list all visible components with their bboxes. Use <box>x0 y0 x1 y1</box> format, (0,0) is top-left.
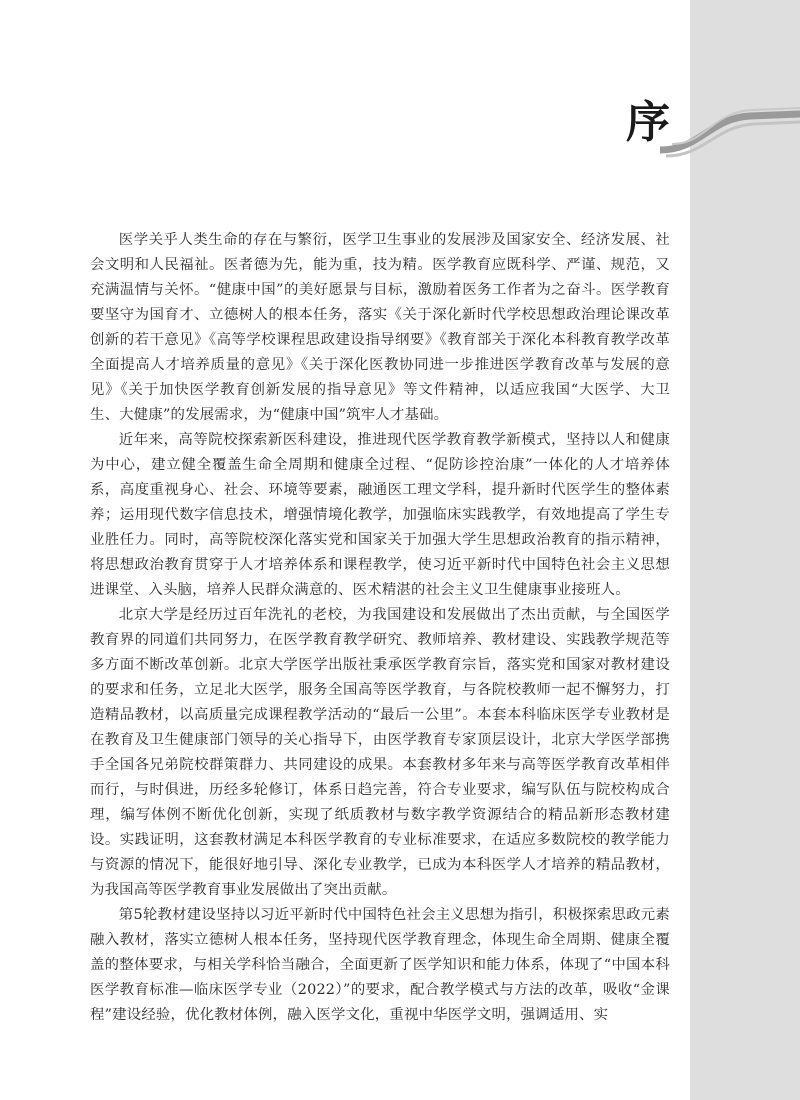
page-title: 序 <box>626 97 672 148</box>
paragraph: 医学关乎人类生命的存在与繁衍，医学卫生事业的发展涉及国家安全、经济发展、社会文明和人民福祉。医者德为先，能为重，技为精。医学教育应既科学、严谨、规范，又充满温情与关怀。“健康中国”的美好愿景与目标，激励着医务工作者为之奋斗。医学教育要坚守为国育才、立德树人的根本任务，落实《关于深化新时代学校思想政治理论课改革创新的若干意见》《高等学校课程思政建设指导纲要》《教育部关于深化本科教育教学改革全面提高人才培养质量的意见》《关于深化医教协同进一步推进医学教育改革与发展的意见》《关于加快医学教育创新发展的指导意见》等文件精神，以适应我国“大医学、大卫生、大健康”的发展需求，为“健康中国”筑牢人才基础。 <box>90 232 670 423</box>
preface-body <box>90 228 670 1028</box>
paragraph: 近年来，高等院校探索新医科建设，推进现代医学教育教学新模式，坚持以人和健康为中心，建立健全覆盖生命全周期和健康全过程、“促防诊控治康”一体化的人才培养体系，高度重视身心、社会、环境等要素，融通医工理文学科，提升新时代医学生的整体素养；运用现代数字信息技术，增强情境化教学，加强临床实践教学，有效地提高了学生专业胜任力。同时，高等院校深化落实党和国家关于加强大学生思想政治教育的指示精神，将思想政治教育贯穿于人才培养体系和课程教学，使习近平新时代中国特色社会主义思想进课堂、入头脑，培养人民群众满意的、医术精湛的社会主义卫生健康事业接班人。 <box>90 432 670 598</box>
paragraph: 第5轮教材建设坚持以习近平新时代中国特色社会主义思想为指引，积极探索思政元素融入教材，落实立德树人根本任务，坚持现代医学教育理念，体现生命全周期、健康全覆盖的整体要求，与相关学科恰当融合，全面更新了医学知识和能力体系，体现了“中国本科医学教育标准—临床医学专业（2022）”的要求，配合教学模式与方法的改革，吸收“金课程”建设经验，优化教材体例，融入医学文化，重视中华医学文明，强调适用、实 <box>90 907 670 1023</box>
paragraph: 北京大学是经历过百年洗礼的老校，为我国建设和发展做出了杰出贡献，与全国医学教育界的同道们共同努力，在医学教育教学研究、教师培养、教材建设、实践教学规范等多方面不断改革创新。北京大学医学出版社秉承医学教育宗旨，落实党和国家对教材建设的要求和任务，立足北大医学，服务全国高等医学教育，与各院校教师一起不懈努力，打造精品教材，以高质量完成课程教学活动的“最后一公里”。本套本科临床医学专业教材是在教育及卫生健康部门领导的关心指导下，由医学教育专家顶层设计，北京大学医学部携手全国各兄弟院校群策群力、共同建设的成果。本套教材多年来与高等医学教育改革相伴而行，与时俱进，历经多轮修订，体系日趋完善，符合专业要求，编写队伍与院校构成合理，编写体例不断优化创新，实现了纸质教材与数字教学资源结合的精品新形态教材建设。实践证明，这套教材满足本科医学教育的专业标准要求，在适应多数院校的教学能力与资源的情况下，能很好地引导、深化专业教学，已成为本科医学人才培养的精品教材，为我国高等医学教育事业发展做出了突出贡献。 <box>90 607 670 898</box>
header-swoosh-icon <box>660 100 800 160</box>
page-header <box>0 0 800 180</box>
